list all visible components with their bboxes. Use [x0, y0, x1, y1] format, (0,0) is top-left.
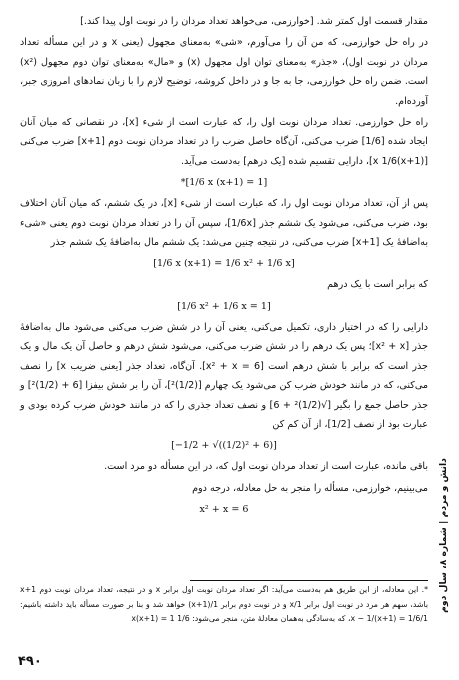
document-body	[20, 12, 428, 627]
equation-2: [1/6 x (x+1) = 1/6 x² + 1/6 x]	[153, 258, 295, 270]
running-header	[434, 420, 452, 650]
paragraph-1: مقدار قسمت اول کمتر شد. [خوارزمی، می‌خواهد تعداد مردان را در نوبت اول پیدا کند.]	[80, 16, 428, 27]
paragraph-8: می‌بینیم، خوارزمی، مسأله را منجر به حل معادله، درجه دوم	[192, 482, 428, 494]
page-number: ۴۹۰	[18, 654, 42, 669]
paragraph-2: در راه حل خوارزمی، که من آن را می‌آورم، «شی» به‌معنای مجهول (یعنی x و در این مسأله تعداد مردان در نوبت اول)، «جذر» به‌معنای توان اول مجهول (x) و «مال» به‌معنای توان دوم مجهول (x²) است. ضمن راه حل خوارزمی، جا به جا و در داخل کروشه، توضیح لازم را با زبان نمادهای امروزی جبر، آورده‌ام.	[20, 37, 428, 107]
equation-1: *[1/6 x (x+1) = 1]	[180, 177, 268, 189]
paragraph-4: پس از آن، تعداد مردان نوبت اول را، که عبارت است از شیء [x]، در یک ششم، که میان آنان اختلاف بود، ضرب می‌کنی، می‌شود یک ششم جذر [1/6x]، سپس آن را در تعداد مردان نوبت دوم یعنی «شیء به‌اضافهٔ یک [x+1] ضرب می‌کنی، در نتیجه چنین می‌شد: یک ششم مال به‌اضافهٔ یک ششم جذر	[20, 198, 428, 249]
equation-5: x² + x = 6	[199, 504, 249, 516]
paragraph-7: باقی مانده، عبارت است از تعداد مردان نوبت اول که، در این مسأله دو مرد است.	[104, 461, 428, 473]
paragraph-5: که برابر است با یک درهم	[327, 279, 428, 291]
footnote-divider	[190, 580, 428, 581]
paragraph-6: دارایی را که در اختیار داری، تکمیل می‌کنی، یعنی آن را در شش ضرب می‌کنی می‌شود مال به‌اضافهٔ جذر [x² + x]؛ پس یک درهم را در شش ضرب می‌کنی، می‌شود شش درهم و حاصل آن یک مال و یک جذر است که برابر با شش درهم است [x² + x = 6]. آن‌گاه، تعداد جذر [یعنی ضریب x] را نصف می‌کنی، که در مانند خودش ضرب کن می‌شود یک چهارم [(1/2)²]، آن را بر شش بیفزا [6 + (1/2)²] و جذر حاصل جمع را بگیر [√(1/2)² + 6] و نصف تعداد جذری را که در مانند خودش ضرب کرده بودی و عبارت بود از نصف [1/2]، از آن کم کن	[20, 321, 429, 430]
equation-4: [−1/2 + √((1/2)² + 6)]	[171, 440, 277, 452]
paragraph-3: راه حل خوارزمی. تعداد مردان نوبت اول را، که عبارت است از شیء [x]، در نقصانی که میان آنان ایجاد شده [1/6] ضرب می‌کنی، آن‌گاه حاصل ضرب را در تعداد مردان نوبت دوم [x+1] ضرب می‌کنی [(x+1)x 1/6]، دارایی تقسیم شده [یک درهم] به‌دست می‌آید.	[20, 117, 428, 167]
footnote: *. این معادله، از این طریق هم به‌دست می‌آید: اگر تعداد مردان نوبت اول برابر x و در نتیجه، تعداد مردان نوبت دوم x+1 باشد، سهم هر مرد در نوبت اول برابر 1/x و در نوبت دوم برابر 1/(x+1) خواهد شد و بنا بر صورت مسأله باید داشته باشیم: 1/x − 1/(x+1) = 1/6، که به‌سادگی به‌همان معادلهٔ متن، منجر می‌شود: 1/6 x(x+1) = 1	[20, 585, 429, 623]
journal-label: دانش و مردم | شماره ۸، سال دوم	[437, 457, 449, 613]
equation-3: [1/6 x² + 1/6 x = 1]	[177, 300, 271, 312]
